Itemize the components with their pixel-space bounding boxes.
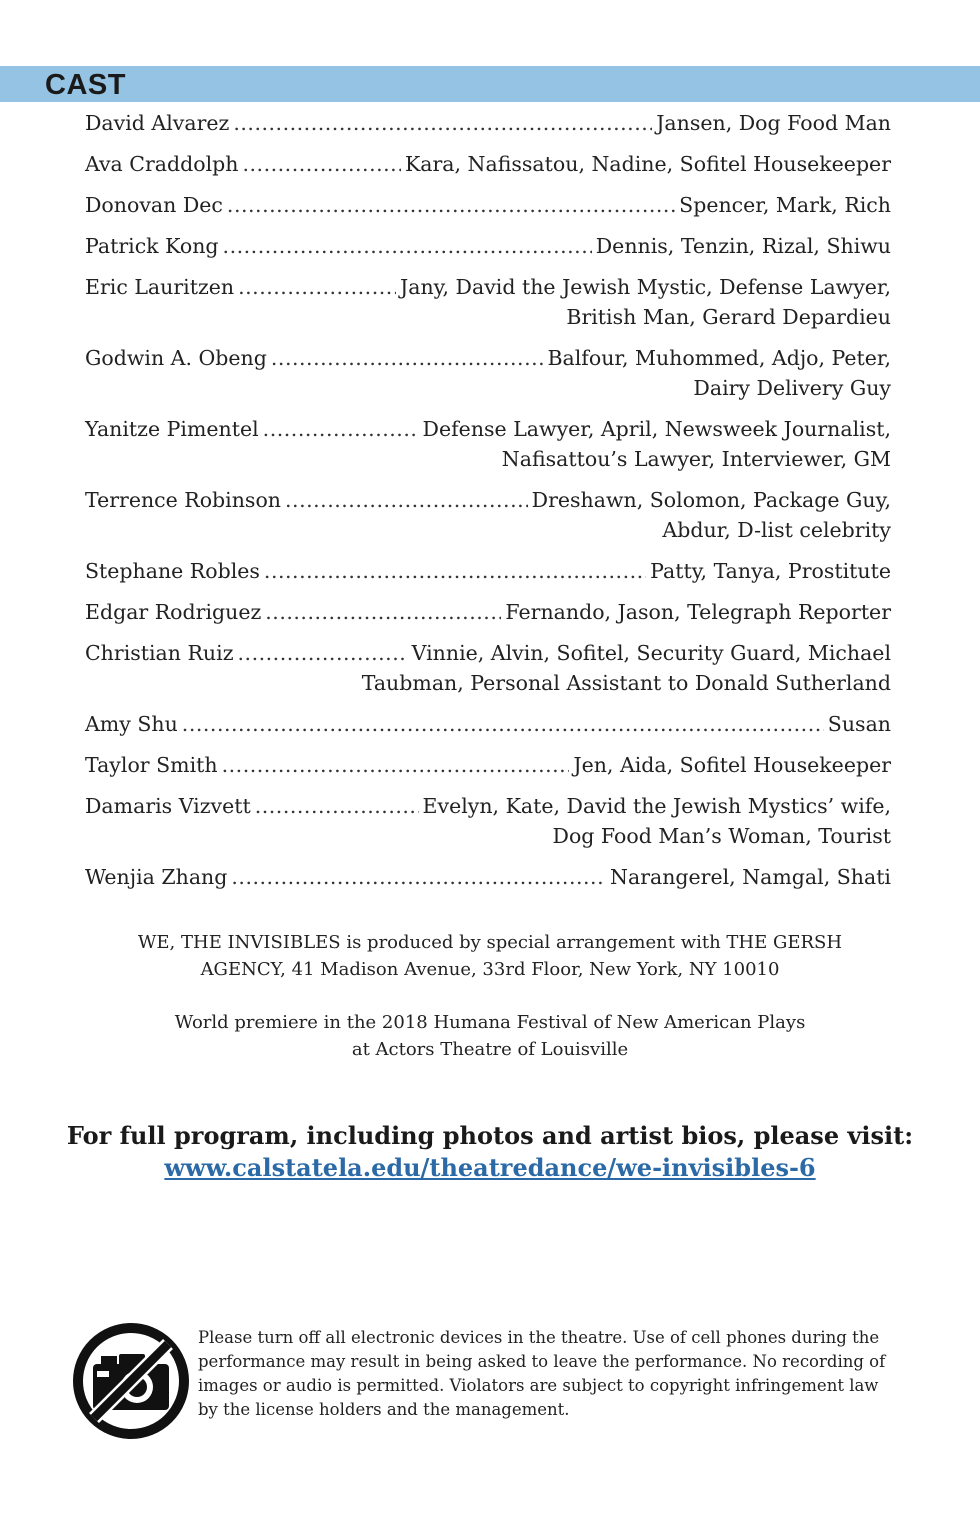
role-list-continued: Nafisattou’s Lawyer, Interviewer, GM [501, 447, 891, 471]
cast-line [85, 190, 891, 220]
notice-line: performance may result in being asked to leave the performance. No recording of [198, 1352, 886, 1371]
dot-leader [182, 709, 824, 739]
dot-leader [223, 231, 592, 261]
cast-row [85, 343, 891, 403]
dot-leader [222, 750, 570, 780]
premiere-line: at Actors Theatre of Louisville [351, 1039, 629, 1060]
notice-line: images or audio is permitted. Violators are subject to copyright infringement law [198, 1376, 879, 1395]
cast-line [85, 414, 891, 444]
cast-row [85, 272, 891, 332]
cast-row [85, 149, 891, 179]
visit-callout [40, 1120, 940, 1184]
role-list: Jen, Aida, Sofitel Housekeeper [573, 753, 891, 777]
role-list: Balfour, Muhommed, Adjo, Peter, [547, 346, 891, 370]
cast-line [85, 862, 891, 892]
dot-leader [271, 343, 544, 373]
cast-row [85, 231, 891, 261]
dot-leader [242, 149, 400, 179]
dot-leader [264, 556, 646, 586]
actor-name: Yanitze Pimentel [85, 417, 259, 441]
cast-row [85, 485, 891, 545]
actor-name: Edgar Rodriguez [85, 600, 262, 624]
dot-leader [285, 485, 528, 515]
role-list-continued: Dairy Delivery Guy [693, 376, 891, 400]
dot-leader [238, 272, 396, 302]
cast-line [85, 149, 891, 179]
cast-line [85, 638, 891, 668]
role-list-continued: British Man, Gerard Depardieu [566, 305, 891, 329]
cast-line [85, 485, 891, 515]
program-link[interactable]: www.calstatela.edu/theatredance/we-invisibles-6 [164, 1153, 816, 1182]
dot-leader [238, 638, 408, 668]
dot-leader [263, 414, 419, 444]
role-list: Narangerel, Namgal, Shati [610, 865, 891, 889]
actor-name: Eric Lauritzen [85, 275, 235, 299]
role-list: Fernando, Jason, Telegraph Reporter [505, 600, 891, 624]
role-list: Dreshawn, Solomon, Package Guy, [531, 488, 891, 512]
cast-line [85, 709, 891, 739]
cast-row [85, 750, 891, 780]
actor-name: Donovan Dec [85, 193, 223, 217]
actor-name: Taylor Smith [85, 753, 218, 777]
visit-text: For full program, including photos and artist bios, please visit: [66, 1121, 914, 1150]
role-list: Kara, Nafissatou, Nadine, Sofitel Housekeeper [404, 152, 891, 176]
dot-leader [265, 597, 501, 627]
arrangement-line: WE, THE INVISIBLES is produced by special arrangement with THE GERSH [137, 932, 843, 953]
cast-row [85, 556, 891, 586]
role-list-continued: Abdur, D-list celebrity [662, 518, 891, 542]
actor-name: Wenjia Zhang [85, 865, 228, 889]
role-list: Evelyn, Kate, David the Jewish Mystics’ wife, [422, 794, 891, 818]
cast-line [85, 108, 891, 138]
cast-line [85, 750, 891, 780]
actor-name: Terrence Robinson [85, 488, 282, 512]
actor-name: Godwin A. Obeng [85, 346, 267, 370]
role-list-continued: Dog Food Man’s Woman, Tourist [552, 824, 891, 848]
arrangement-credit [60, 929, 920, 983]
section-title: CAST [45, 69, 126, 101]
cast-row [85, 414, 891, 474]
role-list: Spencer, Mark, Rich [679, 193, 891, 217]
cast-line [85, 597, 891, 627]
header-bar [0, 66, 980, 102]
cast-row [85, 597, 891, 627]
dot-leader [227, 190, 675, 220]
role-list: Susan [827, 712, 891, 736]
cast-line [85, 272, 891, 302]
actor-name: Amy Shu [85, 712, 178, 736]
role-list: Jansen, Dog Food Man [656, 111, 891, 135]
actor-name: David Alvarez [85, 111, 230, 135]
actor-name: Damaris Vizvett [85, 794, 251, 818]
cast-row [85, 709, 891, 739]
cast-line [85, 791, 891, 821]
cast-row [85, 190, 891, 220]
dot-leader [255, 791, 419, 821]
cast-line [85, 231, 891, 261]
no-camera-icon [71, 1321, 191, 1441]
cast-line [85, 556, 891, 586]
role-list: Vinnie, Alvin, Sofitel, Security Guard, Michael [411, 641, 891, 665]
premiere-line: World premiere in the 2018 Humana Festival of New American Plays [174, 1012, 806, 1033]
cast-row [85, 108, 891, 138]
actor-name: Patrick Kong [85, 234, 219, 258]
cast-row [85, 638, 891, 698]
cast-line [85, 343, 891, 373]
notice-line: by the license holders and the management. [198, 1400, 570, 1419]
actor-name: Christian Ruiz [85, 641, 234, 665]
role-list: Patty, Tanya, Prostitute [650, 559, 891, 583]
cast-row [85, 791, 891, 851]
role-list: Jany, David the Jewish Mystic, Defense Lawyer, [400, 275, 891, 299]
cast-list [85, 108, 891, 903]
role-list: Dennis, Tenzin, Rizal, Shiwu [595, 234, 891, 258]
notice-line: Please turn off all electronic devices in the theatre. Use of cell phones during the [198, 1328, 880, 1347]
role-list-continued: Taubman, Personal Assistant to Donald Sutherland [361, 671, 891, 695]
premiere-credit [60, 1009, 920, 1063]
role-list: Defense Lawyer, April, Newsweek Journalist, [422, 417, 891, 441]
device-notice [198, 1326, 918, 1422]
dot-leader [233, 108, 652, 138]
cast-row [85, 862, 891, 892]
actor-name: Stephane Robles [85, 559, 260, 583]
dot-leader [231, 862, 606, 892]
arrangement-line: AGENCY, 41 Madison Avenue, 33rd Floor, New York, NY 10010 [200, 959, 780, 980]
actor-name: Ava Craddolph [85, 152, 239, 176]
